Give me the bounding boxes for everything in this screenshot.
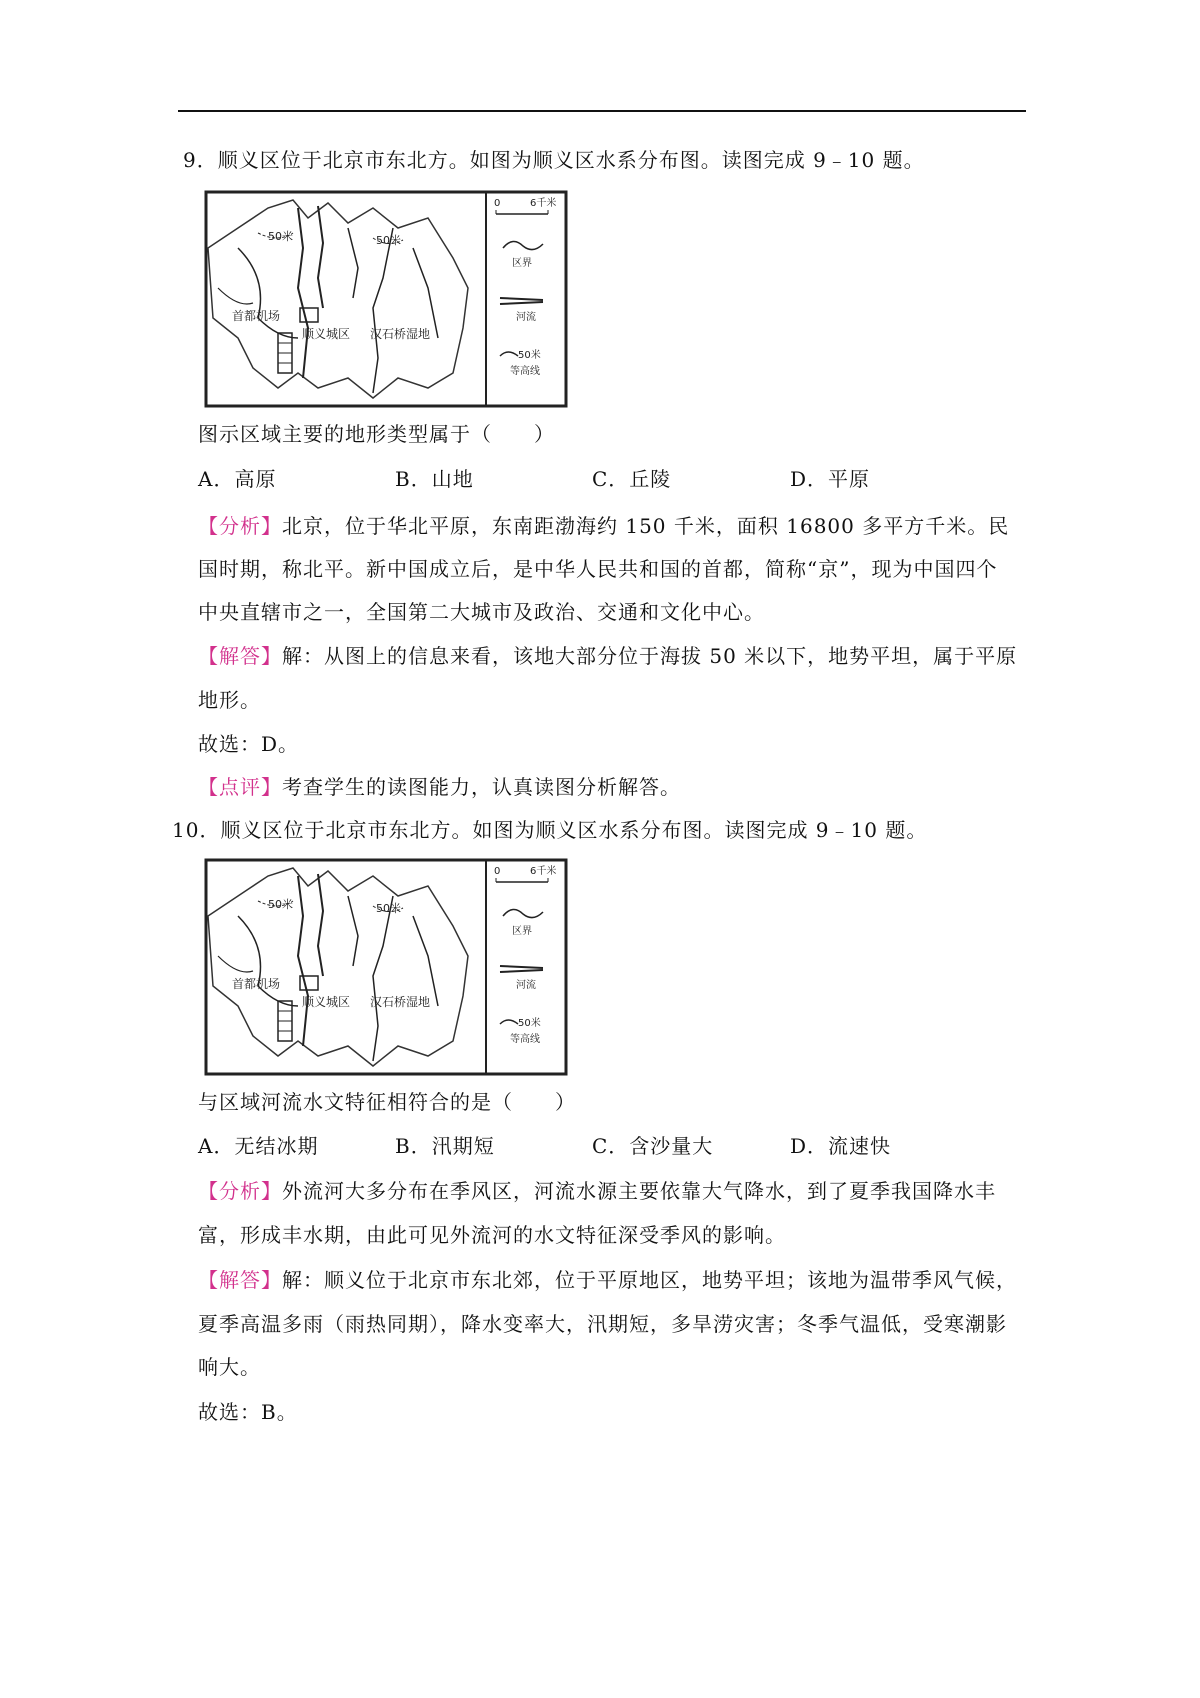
answer-text: 解：从图上的信息来看，该地大部分位于海拔 50 米以下，地势平坦，属于平原 (282, 644, 1018, 668)
contour-label: 50米 (376, 902, 401, 915)
comment-tag: 【点评】 (198, 775, 282, 799)
airport-label: 首都机场 (232, 309, 281, 323)
q9-option-d: D．平原 (790, 467, 871, 491)
q9-analysis-line (198, 512, 1009, 540)
legend-river: 河流 (516, 980, 536, 991)
legend-contour: 等高线 (510, 1034, 540, 1045)
analysis-text: 外流河大多分布在季风区，河流水源主要依靠大气降水，到了夏季我国降水丰 (282, 1179, 996, 1203)
q10-option-c: C．含沙量大 (592, 1134, 714, 1158)
q10-option-d: D．流速快 (790, 1134, 892, 1158)
q9-option-a: A．高原 (198, 467, 277, 491)
q9-comment-line (198, 773, 681, 801)
q10-option-a: A．无结冰期 (198, 1134, 319, 1158)
q9-analysis-line: 中央直辖市之一，全国第二大城市及政治、交通和文化中心。 (198, 600, 765, 624)
scale-zero: 0 (494, 198, 501, 209)
scale-distance: 6千米 (530, 198, 557, 209)
q10-analysis-line (198, 1177, 996, 1205)
shunyi-water-map (198, 188, 598, 422)
legend-boundary: 区界 (512, 258, 532, 269)
legend-contour-value: 50米 (518, 1018, 541, 1029)
contour-label: 50米 (268, 898, 293, 911)
q9-analysis-line: 国时期，称北平。新中国成立后，是中华人民共和国的首都，简称“京”，现为中国四个 (198, 557, 998, 581)
contour-label: 50米 (268, 230, 293, 243)
q9-answer-line: 地形。 (198, 688, 261, 712)
q9-option-b: B．山地 (395, 467, 474, 491)
q10-choice: 故选：B。 (198, 1400, 298, 1424)
analysis-text: 北京，位于华北平原，东南距渤海约 150 千米，面积 16800 多平方千米。民 (282, 514, 1010, 538)
q10-option-b: B．汛期短 (395, 1134, 495, 1158)
contour-label: 50米 (376, 234, 401, 247)
analysis-tag: 【分析】 (198, 1179, 282, 1203)
scale-zero: 0 (494, 866, 501, 877)
q10-analysis-line: 富，形成丰水期，由此可见外流河的水文特征深受季风的影响。 (198, 1223, 786, 1247)
answer-tag: 【解答】 (198, 644, 282, 668)
district-label: 顺义城区 (302, 327, 351, 341)
comment-text: 考查学生的读图能力，认真读图分析解答。 (282, 775, 681, 799)
legend-boundary: 区界 (512, 926, 532, 937)
district-label: 顺义城区 (302, 995, 351, 1009)
legend-river: 河流 (516, 312, 536, 323)
answer-text: 解：顺义位于北京市东北郊，位于平原地区，地势平坦；该地为温带季风气候， (282, 1268, 1017, 1292)
wetland-label: 汉石桥湿地 (370, 995, 431, 1009)
q9-stem: 9．顺义区位于北京市东北方。如图为顺义区水系分布图。读图完成 9﹣10 题。 (183, 148, 925, 172)
wetland-label: 汉石桥湿地 (370, 327, 431, 341)
q10-answer-line (198, 1266, 1017, 1294)
q9-option-c: C．丘陵 (592, 467, 672, 491)
q9-map (198, 188, 598, 422)
shunyi-water-map (198, 856, 598, 1090)
q10-question: 与区域河流水文特征相符合的是（ ） (198, 1090, 576, 1114)
analysis-tag: 【分析】 (198, 514, 282, 538)
q10-answer-line: 夏季高温多雨（雨热同期），降水变率大，汛期短，多旱涝灾害；冬季气温低，受寒潮影 (198, 1312, 1007, 1336)
scale-distance: 6千米 (530, 866, 557, 877)
answer-tag: 【解答】 (198, 1268, 282, 1292)
q10-stem: 10．顺义区位于北京市东北方。如图为顺义区水系分布图。读图完成 9﹣10 题。 (172, 818, 928, 842)
legend-contour: 等高线 (510, 366, 540, 377)
q9-answer-line (198, 642, 1017, 670)
legend-contour-value: 50米 (518, 350, 541, 361)
header-rule (178, 110, 1026, 112)
q10-map (198, 856, 598, 1090)
airport-label: 首都机场 (232, 977, 281, 991)
q9-question: 图示区域主要的地形类型属于（ ） (198, 422, 555, 446)
q9-choice: 故选：D。 (198, 732, 300, 756)
q10-answer-line: 响大。 (198, 1355, 261, 1379)
